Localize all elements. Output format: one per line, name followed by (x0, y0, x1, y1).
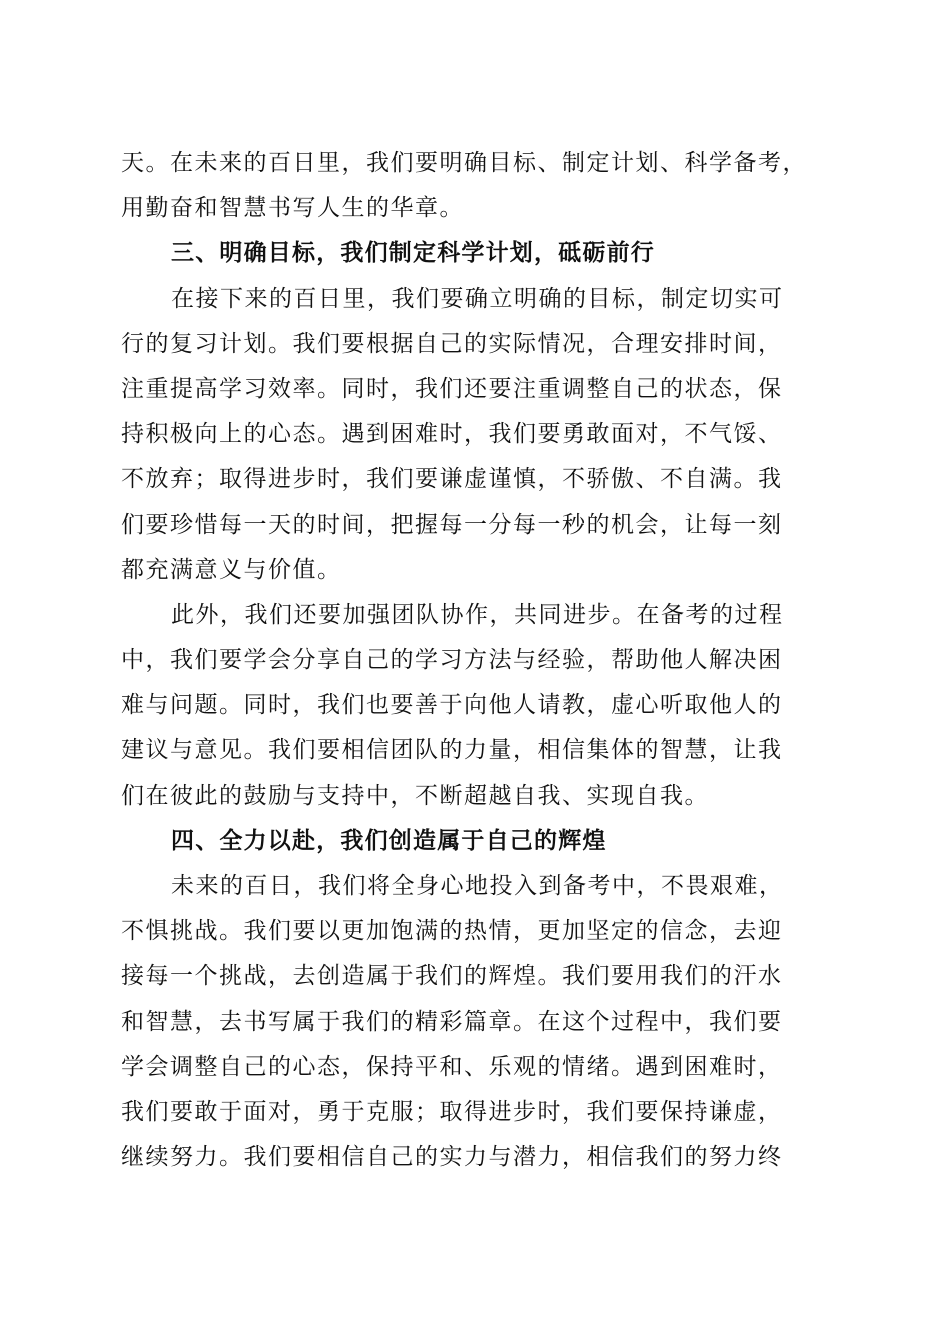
section-heading: 四、全力以赴，我们创造属于自己的辉煌 (171, 827, 607, 854)
text-line: 注重提高学习效率。同时，我们还要注重调整自己的状态，保 (121, 375, 783, 402)
text-line: 天。在未来的百日里，我们要明确目标、制定计划、科学备考， (121, 150, 807, 176)
text-line: 学会调整自己的心态，保持平和、乐观的情绪。遇到困难时， (121, 1053, 783, 1080)
text-line: 我们要敢于面对，勇于克服；取得进步时，我们要保持谦虚， (121, 1098, 783, 1125)
text-line: 持积极向上的心态。遇到困难时，我们要勇敢面对，不气馁、 (121, 421, 783, 448)
section-heading: 三、明确目标，我们制定科学计划，砥砺前行 (171, 240, 655, 267)
text-line: 用勤奋和智慧书写人生的华章。 (121, 195, 464, 222)
text-line: 不惧挑战。我们要以更加饱满的热情，更加坚定的信念，去迎 (121, 918, 783, 945)
paragraph-first-line: 在接下来的百日里，我们要确立明确的目标，制定切实可 (171, 285, 784, 312)
text-line: 接每一个挑战，去创造属于我们的辉煌。我们要用我们的汗水 (121, 963, 783, 990)
text-line: 们要珍惜每一天的时间，把握每一分每一秒的机会，让每一刻 (121, 511, 783, 538)
paragraph-first-line: 未来的百日，我们将全身心地投入到备考中，不畏艰难， (171, 873, 784, 899)
text-line: 难与问题。同时，我们也要善于向他人请教，虚心听取他人的 (121, 692, 783, 719)
text-line: 建议与意见。我们要相信团队的力量，相信集体的智慧，让我 (121, 737, 783, 764)
text-line: 们在彼此的鼓励与支持中，不断超越自我、实现自我。 (121, 782, 709, 809)
document-body (121, 141, 833, 1180)
text-line: 继续努力。我们要相信自己的实力与潜力，相信我们的努力终 (121, 1144, 783, 1171)
text-line: 和智慧，去书写属于我们的精彩篇章。在这个过程中，我们要 (121, 1008, 783, 1035)
text-line: 都充满意义与价值。 (121, 556, 342, 583)
text-line: 不放弃；取得进步时，我们要谦虚谨慎，不骄傲、不自满。我 (121, 466, 783, 493)
text-line: 行的复习计划。我们要根据自己的实际情况，合理安排时间， (121, 330, 783, 357)
paragraph-first-line: 此外，我们还要加强团队协作，共同进步。在备考的过程 (171, 601, 784, 628)
text-line: 中，我们要学会分享自己的学习方法与经验，帮助他人解决困 (121, 647, 783, 674)
